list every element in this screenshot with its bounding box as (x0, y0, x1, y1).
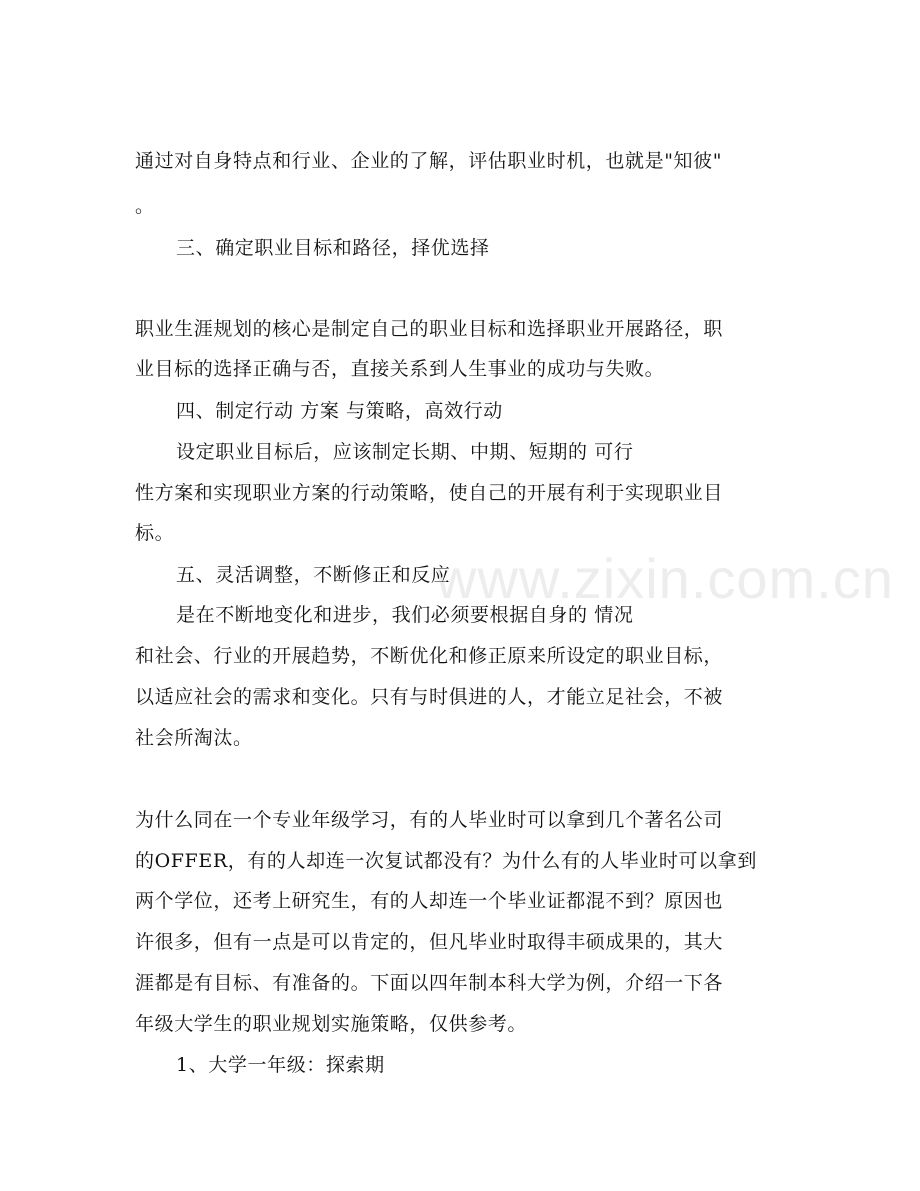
paragraph-line: 职业生涯规划的核心是制定自己的职业目标和选择职业开展路径，职 (135, 318, 724, 340)
section-heading: 三、确定职业目标和路径，择优选择 (176, 237, 490, 259)
paragraph-line: 社会所淘汰。 (135, 727, 253, 749)
section-heading: 1、大学一年级：探索期 (176, 1054, 385, 1076)
paragraph-line: 两个学位，还考上研究生，有的人却连一个毕业证都混不到？原因也 (135, 890, 724, 912)
paragraph-line: 标。 (135, 522, 175, 544)
paragraph-line: 性方案和实现职业方案的行动策略，使自己的开展有利于实现职业目 (135, 482, 724, 504)
paragraph-line: 是在不断地变化和进步，我们必须要根据自身的 情况 (176, 604, 634, 626)
paragraph-line: 业目标的选择正确与否，直接关系到人生事业的成功与失败。 (135, 358, 665, 380)
paragraph-line: 的OFFER，有的人却连一次复试都没有？为什么有的人毕业时可以拿到 (135, 850, 757, 872)
paragraph-line: 年级大学生的职业规划实施策略，仅供参考。 (135, 1013, 528, 1035)
paragraph-line: 为什么同在一个专业年级学习，有的人毕业时可以拿到几个著名公司 (135, 809, 724, 831)
paragraph-line: 许很多，但有一点是可以肯定的，但凡毕业时取得丰硕成果的，其大 (135, 931, 724, 953)
watermark: www.zixin.com.cn (436, 547, 894, 610)
paragraph-line: 涯都是有目标、有准备的。下面以四年制本科大学为例，介绍一下各 (135, 972, 724, 994)
paragraph-line: 以适应社会的需求和变化。只有与时俱进的人，才能立足社会，不被 (135, 686, 724, 708)
paragraph-line: 。 (135, 195, 155, 217)
section-heading: 四、制定行动 方案 与策略，高效行动 (176, 400, 503, 422)
paragraph-line: 设定职业目标后，应该制定长期、中期、短期的 可行 (176, 441, 634, 463)
section-heading: 五、灵活调整，不断修正和反应 (176, 564, 451, 586)
paragraph-line: 通过对自身特点和行业、企业的了解，评估职业时机，也就是"知彼" (135, 150, 723, 172)
paragraph-line: 和社会、行业的开展趋势，不断优化和修正原来所设定的职业目标， (135, 645, 724, 667)
